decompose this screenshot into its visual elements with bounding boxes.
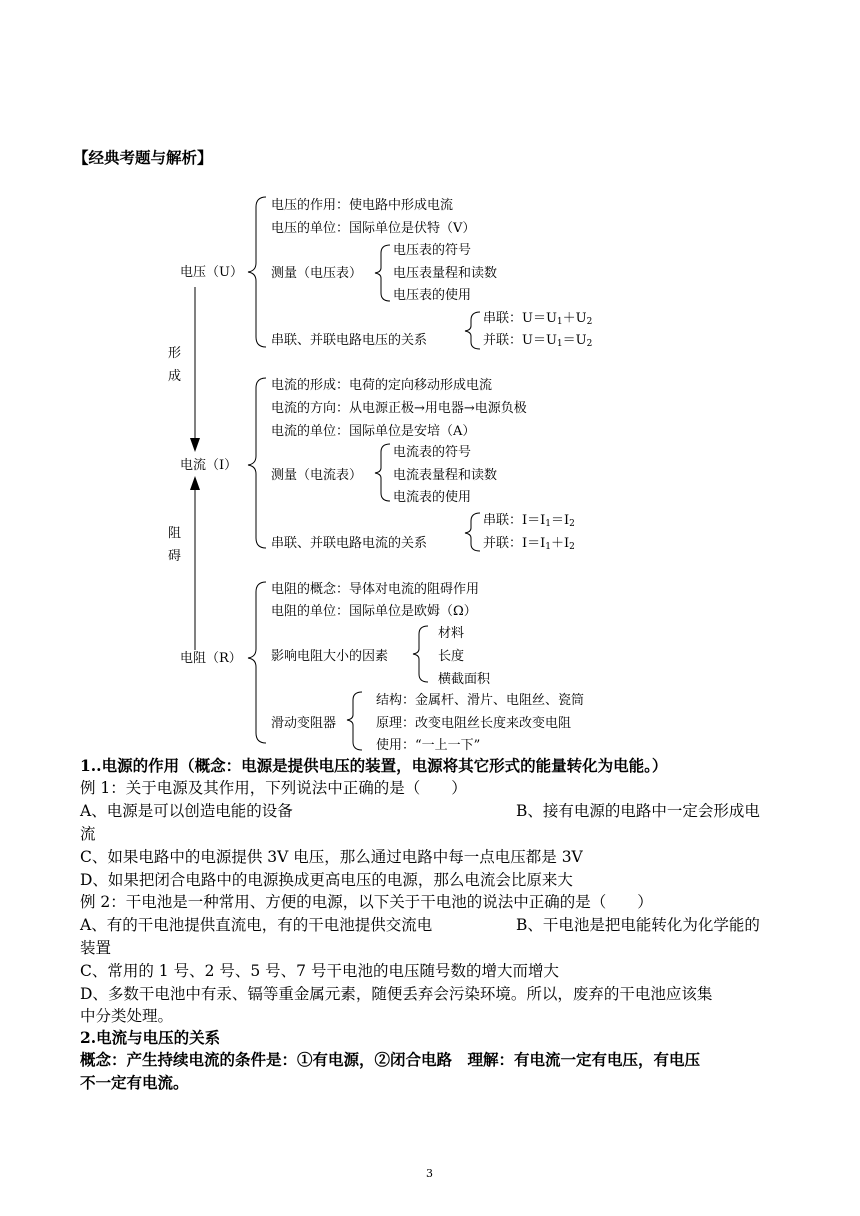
- current-item: 电流的方向：从电源正极→用电器→电源负极: [271, 401, 527, 416]
- arrow-label-form: 成: [168, 369, 182, 384]
- resistance-brace: [248, 582, 266, 743]
- current-parallel-formula: 并联：$I=I_1+I_2$: [483, 536, 575, 552]
- example-2-stem: 例 2：干电池是一种常用、方便的电源，以下关于干电池的说法中正确的是（ ）: [80, 893, 653, 911]
- example-1-option-c: C、如果电路中的电源提供 3V 电压，那么通过电路中每一点电压都是 3V: [80, 848, 583, 866]
- example-1-option-a: A、电源是可以创造电能的设备: [80, 802, 293, 820]
- example-1-stem: 例 1：关于电源及其作用，下列说法中正确的是（ ）: [80, 779, 467, 797]
- resistance-factor: 横截面积: [438, 672, 491, 687]
- current-item: 电流的单位：国际单位是安培（A）: [271, 424, 476, 439]
- section-heading: 【经典考题与解析】: [73, 148, 213, 167]
- example-1-option-d: D、如果把闭合电路中的电源换成更高电压的电源，那么电流会比原来大: [80, 871, 573, 889]
- voltage-parallel-formula: 并联：$U=U_1=U_2$: [483, 333, 593, 349]
- current-measure-label: 测量（电流表）: [271, 468, 363, 483]
- voltage-measure-item: 电压表的符号: [393, 243, 472, 258]
- question-2-title: 2.电流与电压的关系: [80, 1028, 221, 1047]
- current-relation-label: 串联、并联电路电流的关系: [271, 536, 428, 551]
- current-measure-item: 电流表的使用: [393, 490, 472, 505]
- arrow-down-head: [190, 438, 200, 452]
- voltage-measure-label: 测量（电压表）: [271, 266, 363, 281]
- resistance-item: 电阻的概念：导体对电流的阻碍作用: [271, 582, 480, 597]
- arrow-label-form: 形: [168, 346, 182, 361]
- voltage-measure-item: 电压表量程和读数: [393, 266, 498, 281]
- question-1-title: 1..电源的作用（概念：电源是提供电压的装置，电源将其它形式的能量转化为电能。）: [80, 756, 668, 775]
- example-2-option-d: D、多数干电池中有汞、镉等重金属元素，随便丢弃会污染环境。所以，废弃的干电池应该集: [80, 985, 713, 1003]
- resistance-item: 电阻的单位：国际单位是欧姆（Ω）: [271, 604, 477, 619]
- voltage-label: 电压（U）: [180, 265, 243, 280]
- concept-line: 不一定有电流。: [80, 1073, 189, 1092]
- voltage-item: 电压的作用：使电路中形成电流: [271, 198, 454, 213]
- voltage-brace: [248, 197, 266, 347]
- concept-line: 概念：产生持续电流的条件是：①有电源，②闭合电路 理解：有电流一定有电压，有电压: [80, 1050, 701, 1069]
- current-series-formula: 串联：$I=I_1=I_2$: [483, 513, 575, 529]
- voltage-relation-label: 串联、并联电路电压的关系: [271, 333, 428, 348]
- rheostat-item: 结构：金属杆、滑片、电阻丝、瓷筒: [376, 693, 585, 708]
- rheostat-item: 原理：改变电阻丝长度来改变电阻: [376, 716, 572, 731]
- resistance-factors-label: 影响电阻大小的因素: [271, 649, 389, 664]
- rheostat-item: 使用：“一上一下”: [376, 738, 481, 753]
- voltage-measure-brace: [375, 245, 390, 301]
- example-2-option-a: A、有的干电池提供直流电，有的干电池提供交流电: [80, 916, 433, 934]
- factors-brace: [413, 626, 428, 682]
- rheostat-brace: [347, 692, 362, 750]
- voltage-relation-brace: [465, 312, 480, 349]
- resistance-factor: 材料: [438, 626, 465, 641]
- arrow-up-head: [190, 476, 200, 490]
- current-relation-brace: [465, 513, 480, 551]
- example-2-option-b-cont: 装置: [80, 939, 112, 957]
- arrow-label-hinder: 碍: [168, 549, 182, 564]
- voltage-measure-item: 电压表的使用: [393, 288, 472, 303]
- resistance-factor: 长度: [438, 649, 465, 664]
- example-2-option-b: B、干电池是把电能转化为化学能的: [516, 916, 760, 934]
- example-1-option-b-cont: 流: [80, 825, 96, 843]
- current-item: 电流的形成：电荷的定向移动形成电流: [271, 378, 493, 393]
- current-measure-item: 电流表量程和读数: [393, 468, 498, 483]
- example-1-option-b: B、接有电源的电路中一定会形成电: [516, 802, 760, 820]
- current-label: 电流（I）: [180, 458, 238, 473]
- example-2-option-d-cont: 中分类处理。: [80, 1007, 174, 1025]
- page-number: 3: [426, 1167, 433, 1180]
- arrow-label-hinder: 阻: [168, 526, 182, 541]
- current-measure-brace: [375, 444, 390, 501]
- rheostat-label: 滑动变阻器: [271, 716, 337, 731]
- current-measure-item: 电流表的符号: [393, 445, 472, 460]
- voltage-series-formula: 串联：$U=U_1+U_2$: [483, 311, 593, 327]
- voltage-item: 电压的单位：国际单位是伏特（V）: [271, 221, 476, 236]
- resistance-label: 电阻（R）: [180, 651, 242, 666]
- example-2-option-c: C、常用的 1 号、2 号、5 号、7 号干电池的电压随号数的增大而增大: [80, 962, 559, 980]
- current-brace: [248, 378, 266, 548]
